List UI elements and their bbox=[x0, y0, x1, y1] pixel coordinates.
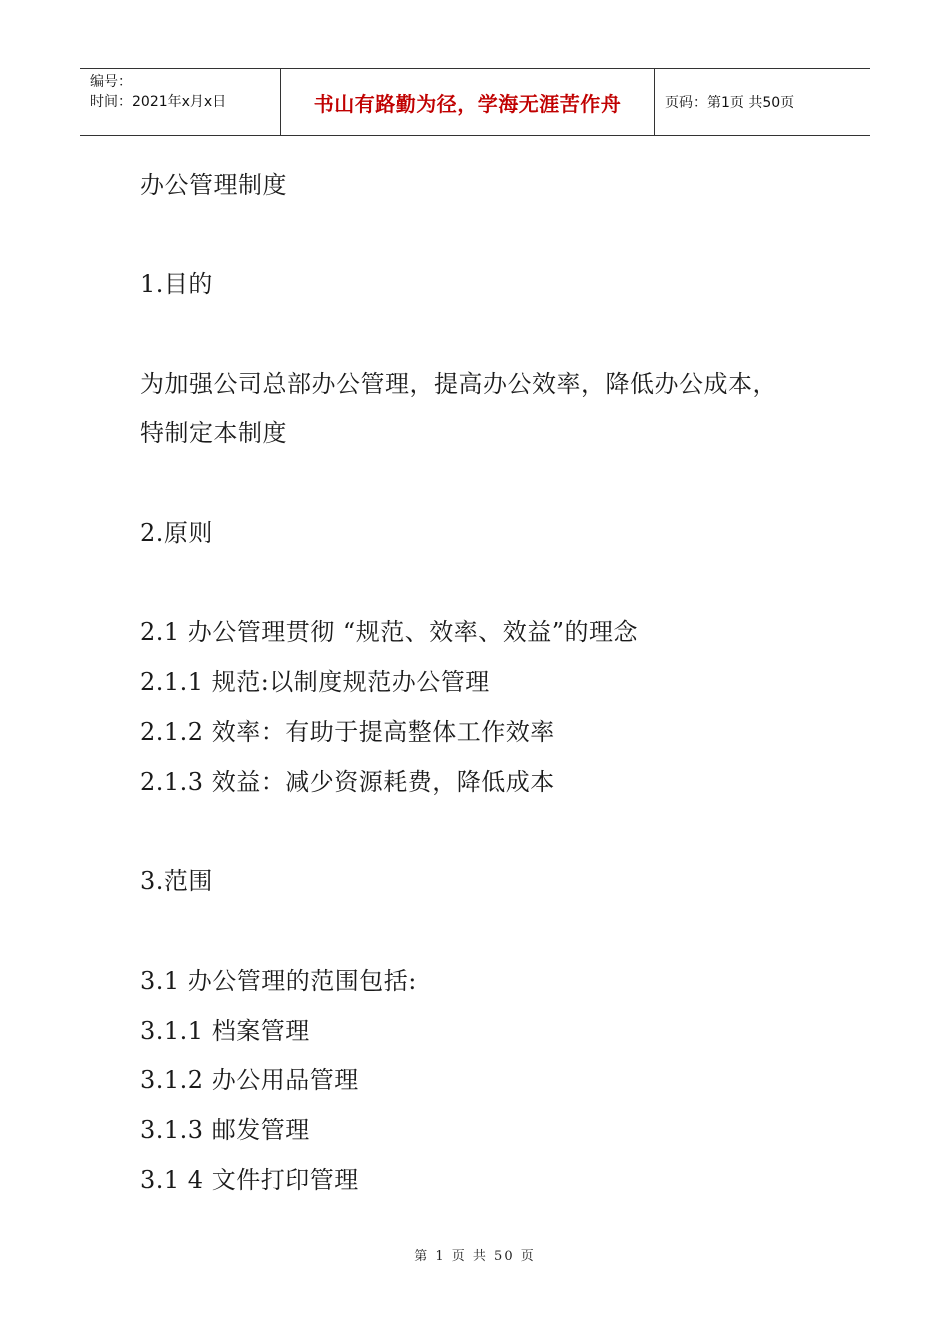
clause-2-1-3: 2.1.3 效益：减少资源耗费，降低成本 bbox=[140, 768, 555, 796]
page-header bbox=[80, 68, 870, 136]
page-footer: 第 1 页 共 50 页 bbox=[414, 1249, 536, 1264]
paragraph-purpose-line-2: 特制定本制度 bbox=[140, 419, 287, 447]
header-motto: 书山有路勤为径，学海无涯苦作舟 bbox=[281, 69, 655, 135]
clause-2-1-2: 2.1.2 效率：有助于提高整体工作效率 bbox=[140, 718, 555, 746]
header-page-info: 页码：第1页 共50页 bbox=[665, 95, 795, 111]
document-title: 办公管理制度 bbox=[140, 171, 287, 199]
section-heading-principles: 2.原则 bbox=[140, 519, 213, 547]
clause-3-1-1: 3.1.1 档案管理 bbox=[140, 1017, 310, 1045]
clause-3-1-4: 3.1 4 文件打印管理 bbox=[140, 1166, 359, 1194]
section-heading-purpose: 1.目的 bbox=[140, 270, 213, 298]
header-meta bbox=[80, 69, 281, 135]
clause-3-1-2: 3.1.2 办公用品管理 bbox=[140, 1066, 359, 1094]
document-number-label: 编号： bbox=[90, 74, 132, 90]
paragraph-purpose-line-1: 为加强公司总部办公管理，提高办公效率，降低办公成本， bbox=[140, 370, 777, 398]
section-heading-scope: 3.范围 bbox=[140, 867, 213, 895]
clause-3-1-3: 3.1.3 邮发管理 bbox=[140, 1116, 310, 1144]
clause-2-1: 2.1 办公管理贯彻 “规范、效率、效益”的理念 bbox=[140, 618, 638, 646]
clause-3-1: 3.1 办公管理的范围包括: bbox=[140, 967, 417, 995]
clause-2-1-1: 2.1.1 规范:以制度规范办公管理 bbox=[140, 668, 490, 696]
document-date: 时间：2021年x月x日 bbox=[90, 94, 227, 110]
